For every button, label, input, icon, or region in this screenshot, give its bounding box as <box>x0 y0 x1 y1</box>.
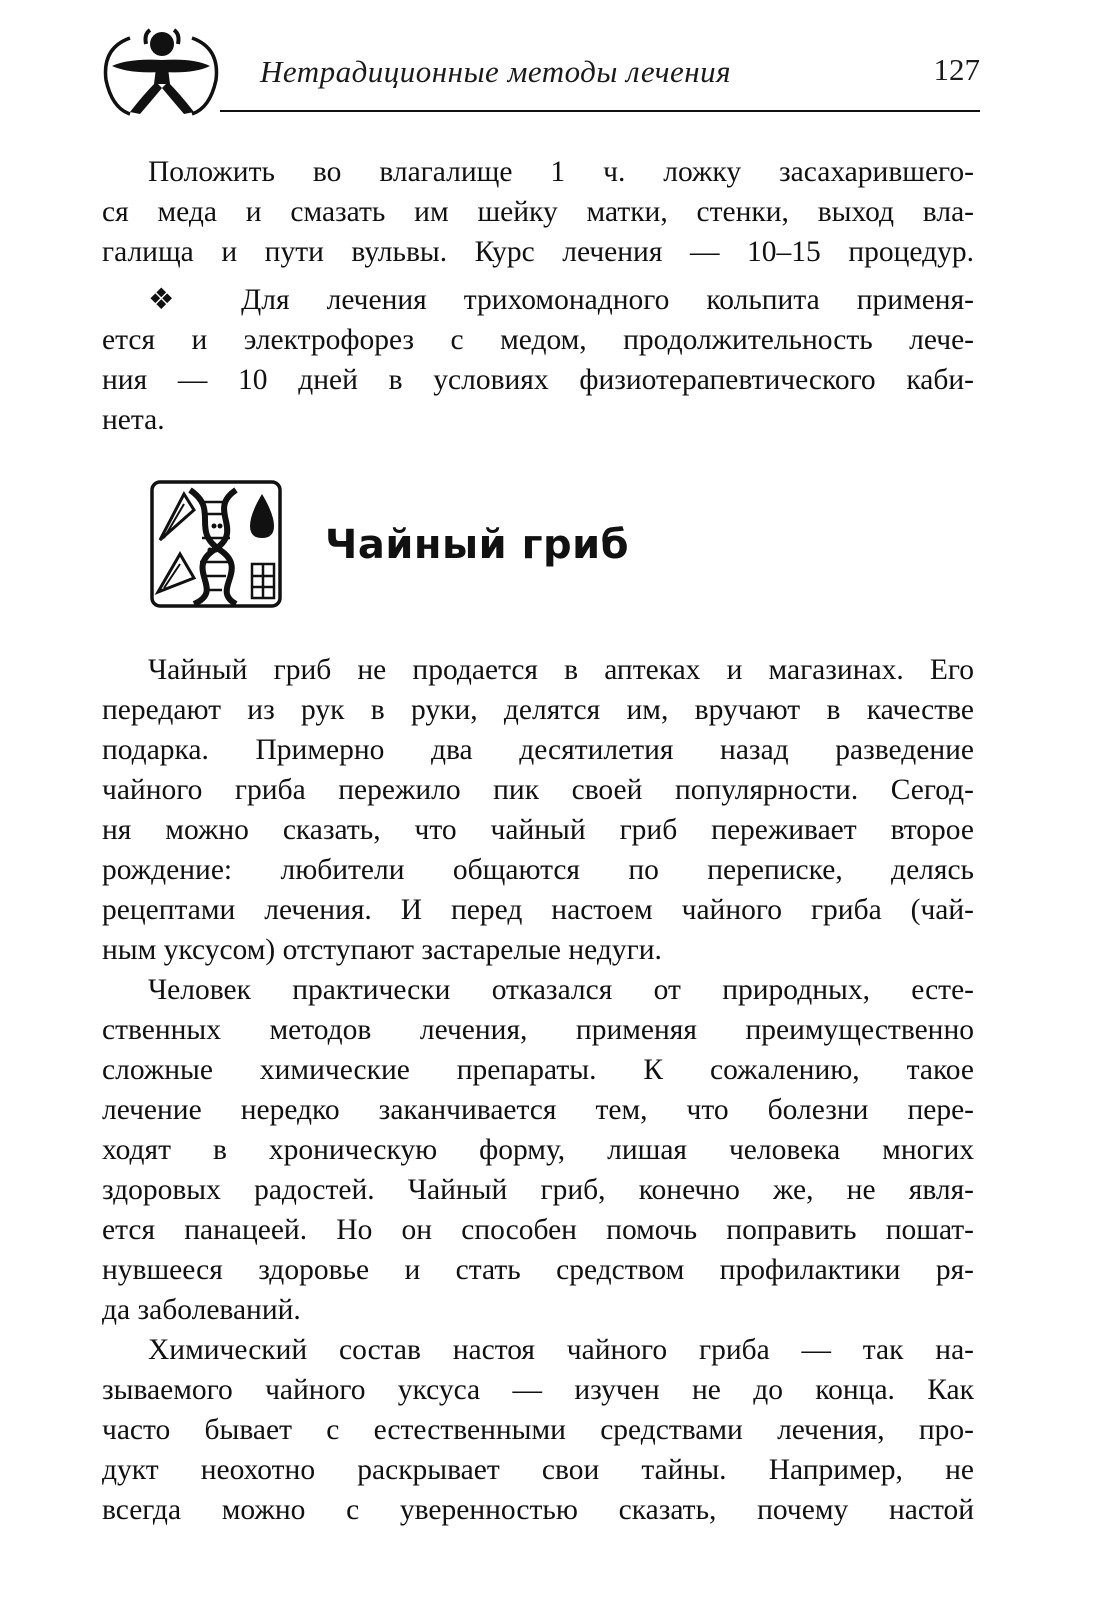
section-title: Чайный гриб <box>325 522 630 568</box>
body-paragraph-3 <box>102 1330 974 1530</box>
text-line: Положить во влагалище 1 ч. ложку засахарившего- <box>148 156 974 188</box>
text-line: зываемого чайного уксуса — изучен не до конца. Как <box>102 1374 974 1406</box>
text-line: да заболеваний. <box>102 1294 301 1326</box>
text-line: ется панацеей. Но он способен помочь поправить пошат- <box>102 1214 974 1246</box>
text-line: ным уксусом) отступают застарелые недуги. <box>102 934 662 966</box>
text-line: часто бывает с естественными средствами лечения, про- <box>102 1414 974 1446</box>
intro-paragraph-2 <box>102 280 974 440</box>
text-line: ходят в хроническую форму, лишая человека многих <box>102 1134 974 1166</box>
text-line: галища и пути вульвы. Курс лечения — 10–15 процедур. <box>102 236 974 268</box>
text-line: передают из рук в руки, делятся им, вручают в качестве <box>102 694 974 726</box>
text-line: ❖ Для лечения трихомонадного кольпита применя- <box>148 284 974 316</box>
stick-figure-logo-icon <box>100 28 222 116</box>
text-line: всегда можно с уверенностью сказать, почему настой <box>102 1494 974 1526</box>
body-paragraph-1 <box>102 650 974 970</box>
text-line: ственных методов лечения, применяя преимущественно <box>102 1014 974 1046</box>
text-line: здоровых радостей. Чайный гриб, конечно же, не явля- <box>102 1174 974 1206</box>
text-line: нувшееся здоровье и стать средством профилактики ря- <box>102 1254 974 1286</box>
body-paragraph-2 <box>102 970 974 1330</box>
text-line: сложные химические препараты. К сожалению, такое <box>102 1054 974 1086</box>
dna-drop-section-icon <box>150 480 282 608</box>
text-line: Чайный гриб не продается в аптеках и магазинах. Его <box>148 654 974 686</box>
text-line: подарка. Примерно два десятилетия назад разведение <box>102 734 974 766</box>
text-line: рождение: любители общаются по переписке, делясь <box>102 854 974 886</box>
text-line: лечение нередко заканчивается тем, что болезни пере- <box>102 1094 974 1126</box>
text-line: Человек практически отказался от природных, есте- <box>148 974 974 1006</box>
text-line: ется и электрофорез с медом, продолжительность лече- <box>102 324 974 356</box>
text-line: дукт неохотно раскрывает свои тайны. Например, не <box>102 1454 974 1486</box>
running-header <box>100 28 980 118</box>
header-rule <box>220 110 980 112</box>
page-number: 127 <box>933 52 980 87</box>
text-line: Химический состав настоя чайного гриба — так на- <box>148 1334 974 1366</box>
text-line: рецептами лечения. И перед настоем чайного гриба (чай- <box>102 894 974 926</box>
text-line: чайного гриба пережило пик своей популярности. Сегод- <box>102 774 974 806</box>
text-line: нета. <box>102 404 165 436</box>
text-line: ся меда и смазать им шейку матки, стенки, выход вла- <box>102 196 974 228</box>
intro-paragraph-1 <box>102 152 974 272</box>
running-title: Нетрадиционные методы лечения <box>260 54 732 89</box>
text-line: ния — 10 дней в условиях физиотерапевтического каби- <box>102 364 974 396</box>
text-line: ня можно сказать, что чайный гриб переживает второе <box>102 814 974 846</box>
